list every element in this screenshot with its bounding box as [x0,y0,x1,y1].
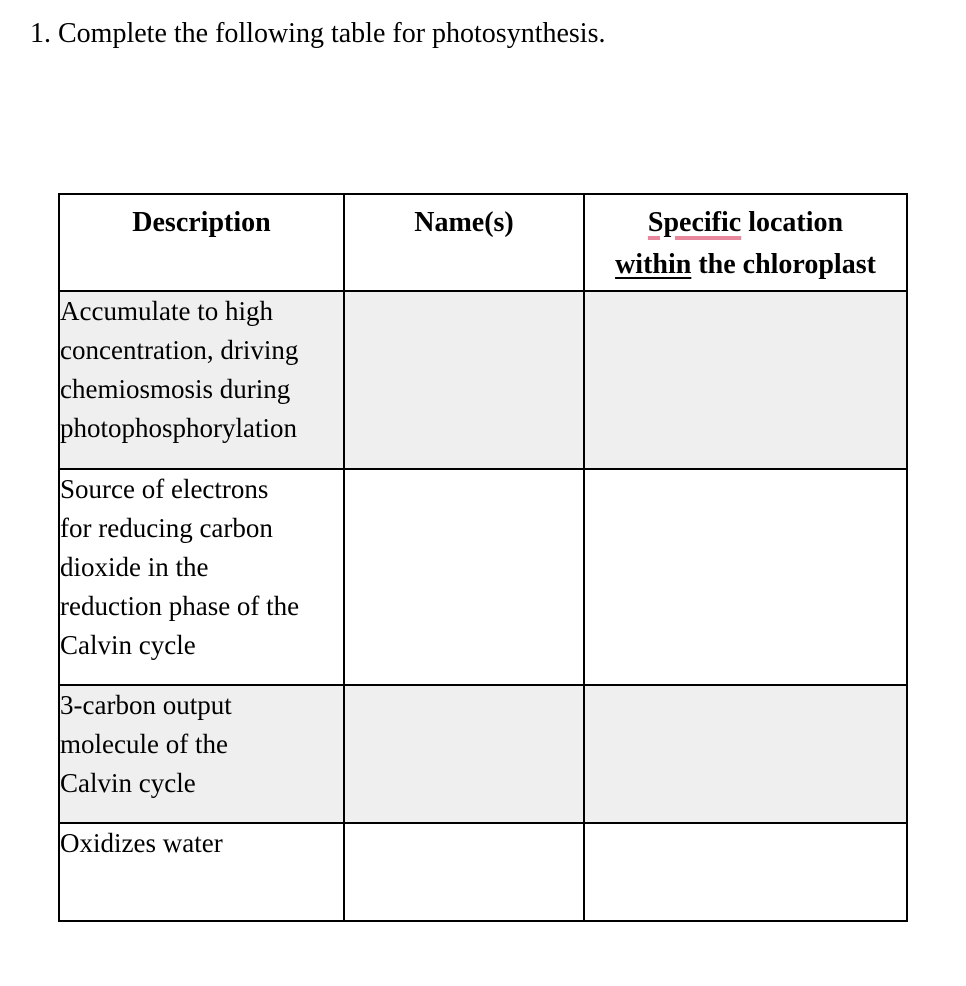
description-line: for reducing carbon [60,513,273,543]
description-line: dioxide in the [60,552,209,582]
table-row [59,291,907,469]
description-cell [59,291,344,469]
description-line: Source of electrons [60,474,269,504]
description-line: Calvin cycle [60,630,196,660]
names-answer-cell[interactable] [344,823,584,921]
photosynthesis-table [58,193,908,922]
header-location-location: location [741,207,844,238]
header-names: Name(s) [344,194,584,291]
location-answer-cell[interactable] [584,823,907,921]
header-location-specific: Specific [647,207,742,238]
description-line: chemiosmosis during [60,374,291,404]
header-description: Description [59,194,344,291]
description-line: Accumulate to high [60,296,273,326]
description-cell [59,469,344,685]
description-cell [59,685,344,823]
header-row [59,194,907,291]
header-location-within: within [615,249,692,280]
location-answer-cell[interactable] [584,685,907,823]
description-line: photophosphorylation [60,413,297,443]
description-line: 3-carbon output [60,690,232,720]
names-answer-cell[interactable] [344,291,584,469]
location-answer-cell[interactable] [584,291,907,469]
table-row [59,823,907,921]
description-line: Calvin cycle [60,768,196,798]
header-location-line-2 [585,244,906,286]
description-cell [59,823,344,921]
table-row [59,469,907,685]
description-line: concentration, driving [60,335,299,365]
names-answer-cell[interactable] [344,469,584,685]
description-line: Oxidizes water [60,828,223,858]
question-text: 1. Complete the following table for photosynthesis. [30,18,606,49]
table-row [59,685,907,823]
header-location-line-1 [585,202,906,244]
names-answer-cell[interactable] [344,685,584,823]
location-answer-cell[interactable] [584,469,907,685]
description-line: molecule of the [60,729,228,759]
header-location [584,194,907,291]
header-location-chloroplast: the chloroplast [691,249,876,280]
description-line: reduction phase of the [60,591,300,621]
